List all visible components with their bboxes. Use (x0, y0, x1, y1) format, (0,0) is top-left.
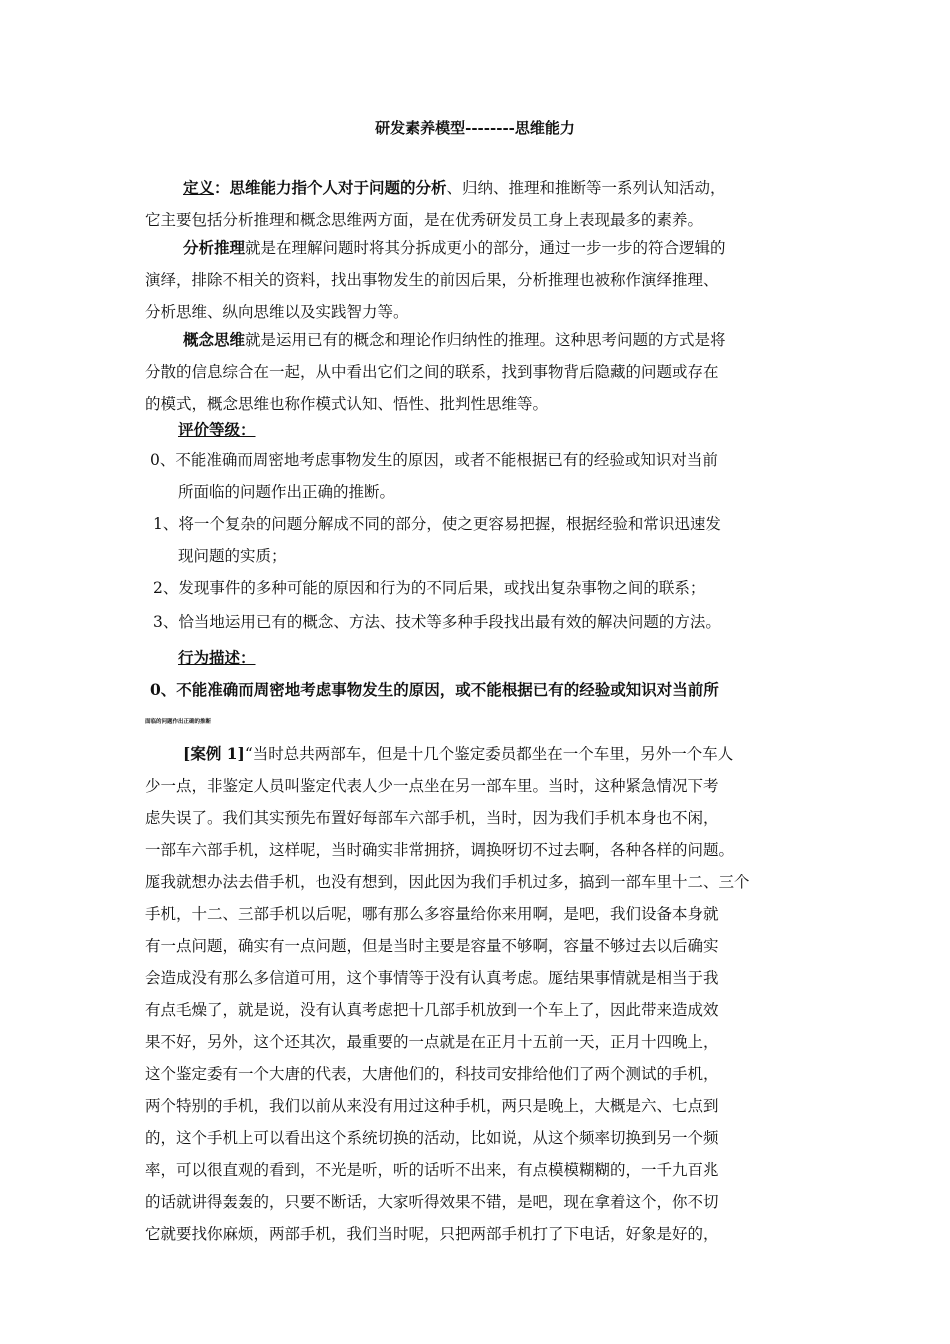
definition-paragraph (145, 172, 805, 236)
case-line-12: 的，这个手机上可以看出这个系统切换的活动，比如说，从这个频率切换到另一个频 (145, 1129, 719, 1147)
rating-0-line-1: 0、不能准确而周密地考虑事物发生的原因，或者不能根据已有的经验或知识对当前 (150, 451, 718, 469)
rating-3-line: 3、恰当地运用已有的概念、方法、技术等多种手段找出最有效的解决问题的方法。 (153, 613, 721, 631)
case-label: [案例 1] (183, 744, 245, 763)
behavior-heading-block (178, 642, 838, 674)
rating-list (150, 444, 810, 508)
definition-line-1 (145, 172, 805, 204)
case-line-6: 有一点问题，确实有一点问题，但是当时主要是容量不够啊，容量不够过去以后确实 (145, 937, 719, 955)
case-line-10: 这个鉴定委有一个大唐的代表，大唐他们的，科技司安排给他们了两个测试的手机， (145, 1065, 719, 1083)
case-line-11: 两个特别的手机，我们以前从来没有用过这种手机，两只是晚上，大概是六、七点到 (145, 1097, 719, 1115)
case-line-2: 虑失误了。我们其实预先布置好每部车六部手机，当时，因为我们手机本身也不闲， (145, 809, 719, 827)
definition-line-2: 它主要包括分析推理和概念思维两方面，是在优秀研发员工身上表现最多的素养。 (145, 211, 704, 229)
definition-text: 、归纳、推理和推断等一系列认知活动， (446, 179, 726, 197)
behavior-0-paragraph (145, 674, 810, 738)
rating-2-line: 2、发现事件的多种可能的原因和行为的不同后果，或找出复杂事物之间的联系； (153, 579, 706, 597)
analysis-term: 分析推理 (183, 238, 246, 257)
rating-heading-block (178, 414, 838, 446)
concept-paragraph (145, 324, 805, 420)
case-line-3: 一部车六部手机，这样呢，当时确实非常拥挤，调换呀切不过去啊，各种各样的问题。 (145, 841, 735, 859)
analysis-paragraph (145, 232, 805, 328)
case-line-9: 果不好，另外，这个还其次，最重要的一点就是在正月十五前一天，正月十四晚上， (145, 1033, 719, 1051)
concept-line-2: 分散的信息综合在一起，从中看出它们之间的联系，找到事物背后隐藏的问题或存在 (145, 363, 719, 381)
case-line-4: 厖我就想办法去借手机，也没有想到，因此因为我们手机过多，搞到一部车里十二、三个 (145, 873, 750, 891)
concept-line-1 (145, 324, 805, 356)
concept-term: 概念思维 (183, 330, 246, 349)
case-1-paragraph (145, 738, 805, 1250)
case-line-5: 手机，十二、三部手机以后呢，哪有那么多容量给你来用啊，是吧，我们设备本身就 (145, 905, 719, 923)
behavior-0-line-1: 0、不能准确而周密地考虑事物发生的原因，或不能根据已有的经验或知识对当前所 (150, 680, 719, 699)
rating-list-1 (153, 508, 813, 572)
case-line-1: 少一点，非鉴定人员叫鉴定代表人少一点坐在另一部车里。当时，这种紧急情况下考 (145, 777, 719, 795)
rating-1-line-1: 1、将一个复杂的问题分解成不同的部分，使之更容易把握，根据经验和常识迅速发 (153, 515, 721, 533)
case-line-7: 会造成没有那么多信道可用，这个事情等于没有认真考虑。厖结果事情就是相当于我 (145, 969, 719, 987)
case-line-15: 它就要找你麻烦，两部手机，我们当时呢，只把两部手机打了下电话，好象是好的， (145, 1225, 719, 1243)
behavior-0-line-2: 面临的问题作出正确的推断 (145, 719, 212, 725)
analysis-text-1: 就是在理解问题时将其分拆成更小的部分，通过一步一步的符合逻辑的 (245, 239, 726, 257)
concept-line-3: 的模式，概念思维也称作模式认知、悟性、批判性思维等。 (145, 395, 549, 413)
rating-heading: 评价等级： (178, 420, 256, 439)
behavior-heading: 行为描述： (178, 648, 256, 667)
definition-bold-text: ：思维能力指个人对于问题的分析 (214, 178, 447, 197)
case-line-14: 的话就讲得轰轰的，只要不断话，大家听得效果不错，是吧，现在拿着这个，你不切 (145, 1193, 719, 1211)
case-line-8: 有点毛燥了，就是说，没有认真考虑把十几部手机放到一个车上了，因此带来造成效 (145, 1001, 719, 1019)
analysis-line-3: 分析思维、纵向思维以及实践智力等。 (145, 303, 409, 321)
case-line-13: 率，可以很直观的看到，不光是听，听的话听不出来，有点模模糊糊的，一千九百兆 (145, 1161, 719, 1179)
document-title: 研发素养模型--------思维能力 (375, 119, 575, 137)
case-line-0 (145, 738, 805, 770)
case-text-0: “当时总共两部车，但是十几个鉴定委员都坐在一个车里，另外一个车人 (244, 745, 734, 763)
analysis-line-2: 演绎，排除不相关的资料，找出事物发生的前因后果，分析推理也被称作演绎推理、 (145, 271, 719, 289)
rating-0-line-2: 所面临的问题作出正确的推断。 (178, 483, 396, 501)
concept-text-1: 就是运用已有的概念和理论作归纳性的推理。这种思考问题的方式是将 (245, 331, 726, 349)
rating-1-line-2: 现问题的实质； (178, 547, 287, 565)
rating-list-3 (153, 606, 813, 638)
analysis-line-1 (145, 232, 805, 264)
definition-label: 定义 (183, 178, 215, 197)
rating-list-2 (153, 572, 813, 604)
